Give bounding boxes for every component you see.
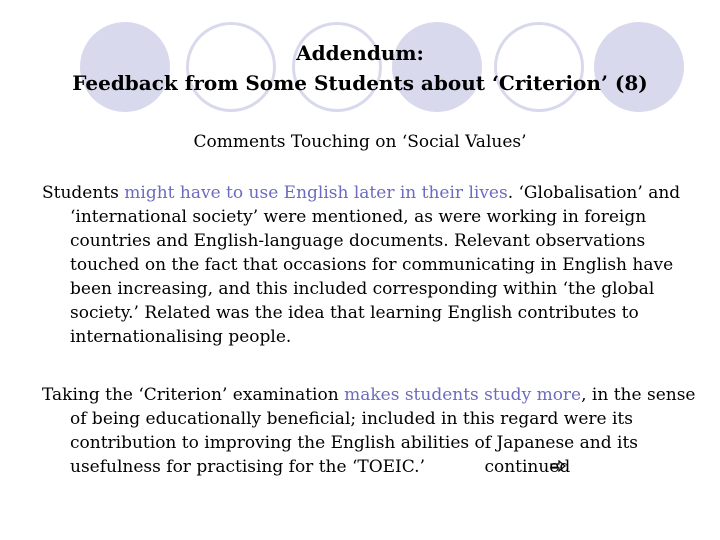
p1-highlight: might have to use English later in their lives [124, 183, 508, 203]
paragraph-social-values-2 [42, 383, 710, 479]
p1-lead: Students [42, 183, 125, 203]
title-line-1: Addendum: [296, 41, 424, 65]
p2-rest: , in the sense of being educationally beneficial; included in this regard were its contribution to improving the English abilities of Japanese and its usefulness for practising for the ‘TOEIC.’ [70, 385, 696, 477]
p2-highlight: makes students study more [344, 385, 582, 405]
slide-subtitle: Comments Touching on ‘Social Values’ [193, 132, 527, 152]
continued-label: continued [484, 457, 571, 477]
paragraph-social-values-1 [42, 181, 710, 349]
slide-title [0, 38, 720, 98]
p1-rest: . ‘Globalisation’ and ‘international society’ were mentioned, as were working in foreign countries and English-language documents. Relevant observations touched on the fact that occasions for communicating in English have been increasing, and this included corresponding within ‘the global society.’ Related was the idea that learning English contributes to internationalising people. [70, 183, 681, 347]
title-line-2: Feedback from Some Students about ‘Criterion’ (8) [72, 71, 648, 95]
p2-lead: Taking the ‘Criterion’ examination [42, 385, 345, 405]
